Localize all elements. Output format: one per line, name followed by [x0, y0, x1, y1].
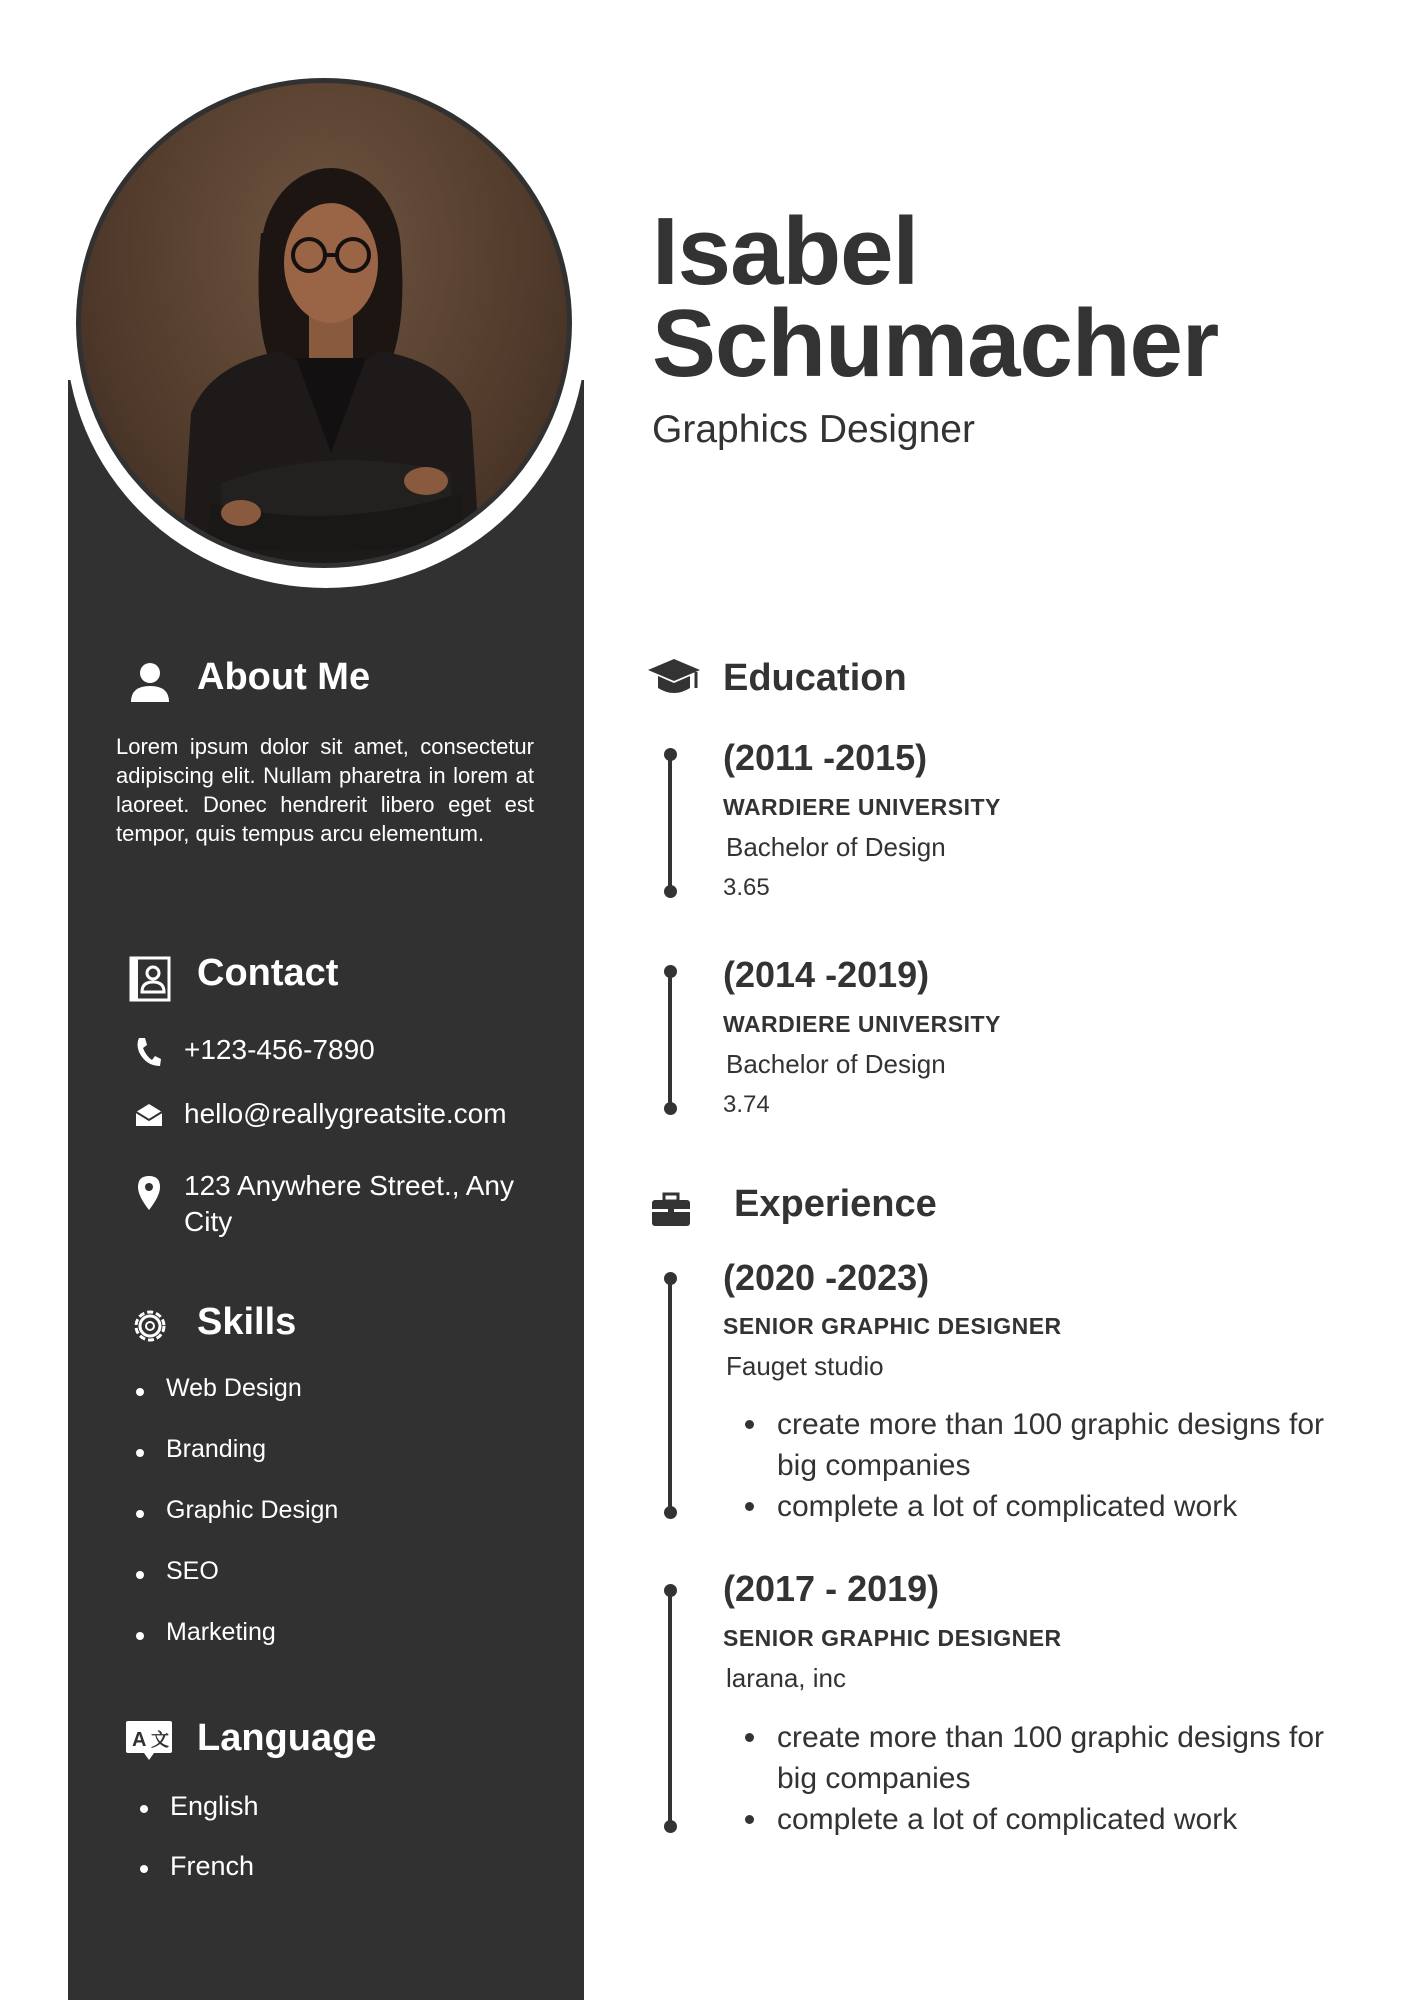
svg-text:文: 文	[151, 1730, 169, 1751]
skills-heading: Skills	[197, 1301, 297, 1343]
list-item	[136, 1496, 516, 1557]
phone-icon	[134, 1036, 162, 1068]
translate-icon	[124, 1718, 174, 1762]
list-item	[136, 1557, 516, 1618]
contact-phone[interactable]: +123-456-7890	[184, 1034, 375, 1065]
education-heading: Education	[723, 657, 907, 699]
user-icon	[128, 660, 172, 704]
education-degree: Bachelor of Design	[726, 832, 946, 862]
experience-company: Fauget studio	[726, 1351, 884, 1381]
experience-role: SENIOR GRAPHIC DESIGNER	[723, 1625, 1062, 1651]
contact-book-icon	[128, 956, 172, 1002]
bullet-text: complete a lot of complicated work	[777, 1803, 1238, 1836]
contact-email[interactable]: hello@reallygreatsite.com	[184, 1098, 507, 1129]
education-school: WARDIERE UNIVERSITY	[723, 794, 1001, 820]
job-title: Graphics Designer	[652, 408, 975, 451]
last-name: Schumacher	[652, 290, 1219, 397]
experience-years: (2017 - 2019)	[723, 1568, 940, 1609]
skill-label: Branding	[166, 1435, 267, 1463]
portrait-illustration	[81, 83, 572, 568]
bullet-text: complete a lot of complicated work	[777, 1490, 1238, 1523]
timeline-dot	[664, 1820, 677, 1833]
contact-heading: Contact	[197, 952, 339, 994]
education-years: (2011 -2015)	[723, 737, 928, 778]
education-gpa: 3.65	[723, 874, 770, 901]
education-degree: Bachelor of Design	[726, 1049, 946, 1079]
list-item	[745, 1404, 1365, 1486]
list-item	[136, 1618, 516, 1679]
skill-label: Marketing	[166, 1618, 276, 1646]
timeline-line	[668, 754, 672, 892]
language-list	[140, 1791, 520, 1911]
timeline-dot	[664, 1506, 677, 1519]
experience-bullets	[745, 1404, 1365, 1527]
experience-heading: Experience	[734, 1183, 937, 1225]
timeline-line	[668, 1278, 672, 1514]
education-years: (2014 -2019)	[723, 954, 930, 995]
first-name: Isabel	[652, 198, 919, 305]
profile-photo	[76, 78, 572, 568]
about-heading: About Me	[197, 656, 371, 698]
timeline-dot	[664, 1102, 677, 1115]
briefcase-icon	[650, 1192, 692, 1228]
skill-label: SEO	[166, 1557, 219, 1585]
skill-label: Graphic Design	[166, 1496, 339, 1524]
experience-years: (2020 -2023)	[723, 1257, 930, 1298]
list-item	[745, 1486, 1365, 1527]
experience-bullets	[745, 1717, 1365, 1840]
education-gpa: 3.74	[723, 1091, 770, 1118]
bullet-text: create more than 100 graphic designs for big companies	[777, 1721, 1324, 1795]
language-heading: Language	[197, 1717, 377, 1759]
skills-list	[136, 1374, 516, 1679]
bullet-text: create more than 100 graphic designs for big companies	[777, 1408, 1324, 1482]
education-school: WARDIERE UNIVERSITY	[723, 1011, 1001, 1037]
language-label: English	[170, 1791, 259, 1821]
skill-label: Web Design	[166, 1374, 302, 1402]
contact-address: 123 Anywhere Street., Any City	[184, 1170, 514, 1237]
gear-icon	[128, 1304, 172, 1348]
timeline-line	[668, 971, 672, 1109]
list-item	[140, 1851, 520, 1911]
list-item	[136, 1374, 516, 1435]
name-block	[652, 198, 1219, 397]
language-label: French	[170, 1851, 255, 1881]
experience-role: SENIOR GRAPHIC DESIGNER	[723, 1313, 1062, 1339]
timeline-dot	[664, 885, 677, 898]
list-item	[745, 1799, 1365, 1840]
about-text: Lorem ipsum dolor sit amet, consectetur adipiscing elit. Nullam pharetra in lorem at laoreet. Donec hendrerit libero eget est tempor, quis tempus arcu elementum.	[116, 734, 534, 846]
timeline-line	[668, 1590, 672, 1826]
list-item	[140, 1791, 520, 1851]
svg-text:A: A	[132, 1729, 147, 1751]
list-item	[136, 1435, 516, 1496]
list-item	[745, 1717, 1365, 1799]
graduation-cap-icon	[646, 656, 702, 702]
location-pin-icon	[136, 1174, 162, 1212]
email-icon	[134, 1102, 164, 1128]
experience-company: larana, inc	[726, 1663, 846, 1693]
